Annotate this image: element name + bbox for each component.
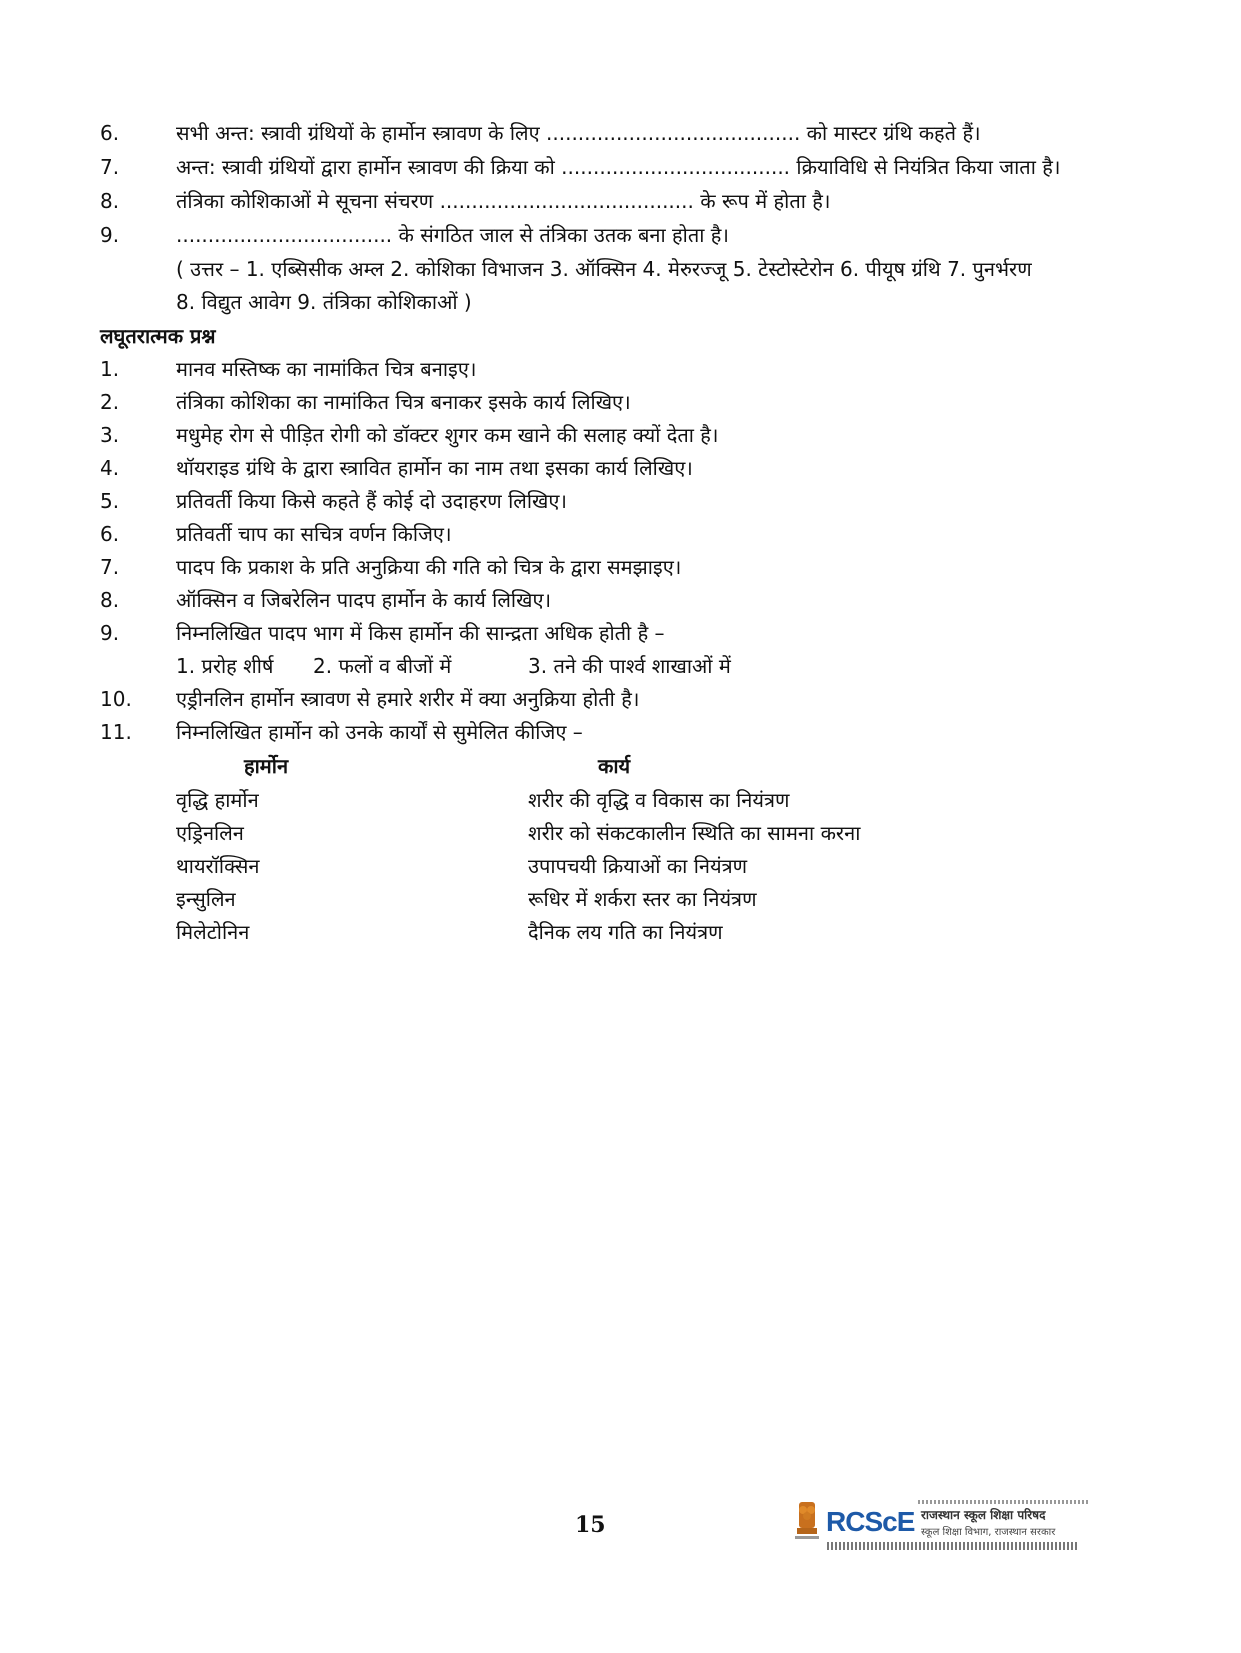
question-number: 7.	[100, 555, 120, 579]
option: 3. तने की पार्श्व शाखाओं में	[528, 654, 731, 678]
item-number: 6.	[100, 121, 120, 145]
function-cell: रूधिर में शर्करा स्तर का नियंत्रण	[528, 887, 757, 911]
question-text: मधुमेह रोग से पीड़ित रोगी को डॉक्टर शुगर कम खाने की सलाह क्यों देता है।	[176, 423, 719, 447]
question-text: ऑक्सिन व जिबरेलिन पादप हार्मोन के कार्य लिखिए।	[176, 588, 552, 612]
org-subtitle: स्कूल शिक्षा विभाग, राजस्थान सरकार	[921, 1527, 1056, 1538]
column-header-function: कार्य	[598, 754, 631, 778]
question-number: 3.	[100, 423, 120, 447]
question-number: 4.	[100, 456, 120, 480]
question-text: प्रतिवर्ती किया किसे कहते हैं कोई दो उदाहरण लिखिए।	[176, 489, 567, 513]
question-text: निम्नलिखित पादप भाग में किस हार्मोन की सान्द्रता अधिक होती है –	[176, 621, 665, 645]
item-number: 8.	[100, 189, 120, 213]
answer-line-1: ( उत्तर – 1. एब्सिसीक अम्ल 2. कोशिका विभाजन 3. ऑक्सिन 4. मेरुरज्जू 5. टेस्टोस्टेरोन 6. पीयूष ग्रंथि 7. पुनर्भरण	[176, 257, 1032, 281]
hormone-cell: एड्रिनलिन	[176, 821, 244, 845]
question-number: 6.	[100, 522, 120, 546]
item-number: 9.	[100, 223, 120, 247]
question-text: मानव मस्तिष्क का नामांकित चित्र बनाइए।	[176, 357, 477, 381]
question-number: 10.	[100, 687, 132, 711]
question-number: 1.	[100, 357, 120, 381]
hormone-cell: मिलेटोनिन	[176, 920, 250, 944]
question-number: 8.	[100, 588, 120, 612]
question-text: तंत्रिका कोशिका का नामांकित चित्र बनाकर इसके कार्य लिखिए।	[176, 390, 631, 414]
hormone-cell: वृद्धि हार्मोन	[176, 788, 259, 812]
item-text: अन्त: स्त्रावी ग्रंथियों द्वारा हार्मोन स्त्रावण की क्रिया को .................................... क्रियाविधि से नियंत्रित किया जाता है।	[176, 155, 1061, 179]
question-text: प्रतिवर्ती चाप का सचित्र वर्णन किजिए।	[176, 522, 452, 546]
answer-line-2: 8. विद्युत आवेग 9. तंत्रिका कोशिकाओं )	[176, 290, 472, 314]
question-text: एड्रीनलिन हार्मोन स्त्रावण से हमारे शरीर में क्या अनुक्रिया होती है।	[176, 687, 640, 711]
question-number: 2.	[100, 390, 120, 414]
rcsce-logo: RCScE	[826, 1506, 915, 1537]
hormone-cell: थायरॉक्सिन	[176, 854, 260, 878]
column-header-hormone: हार्मोन	[244, 754, 289, 778]
option: 1. प्ररोह शीर्ष	[176, 654, 274, 678]
question-number: 5.	[100, 489, 120, 513]
emblem-icon	[793, 1500, 821, 1548]
question-text: निम्नलिखित हार्मोन को उनके कार्यों से सुमेलित कीजिए –	[176, 720, 583, 744]
function-cell: दैनिक लय गति का नियंत्रण	[528, 920, 723, 944]
decor-bars-top	[918, 1500, 1088, 1504]
item-text: .................................. के संगठित जाल से तंत्रिका उतक बना होता है।	[176, 223, 729, 247]
question-number: 11.	[100, 720, 132, 744]
footer-logo	[793, 1500, 1093, 1550]
item-text: तंत्रिका कोशिकाओं मे सूचना संचरण ........................................ के रूप में होता है।	[176, 189, 831, 213]
section-heading: लघूतरात्मक प्रश्न	[100, 324, 216, 348]
decor-bars	[827, 1542, 1077, 1550]
function-cell: शरीर को संकटकालीन स्थिति का सामना करना	[528, 821, 861, 845]
item-text: सभी अन्त: स्त्रावी ग्रंथियों के हार्मोन स्त्रावण के लिए ........................................ को मास्टर ग्रंथि कहते हैं।	[176, 121, 981, 145]
hormone-cell: इन्सुलिन	[176, 887, 236, 911]
function-cell: शरीर की वृद्धि व विकास का नियंत्रण	[528, 788, 790, 812]
org-name: राजस्थान स्कूल शिक्षा परिषद	[921, 1508, 1046, 1522]
question-text: थॉयराइड ग्रंथि के द्वारा स्त्रावित हार्मोन का नाम तथा इसका कार्य लिखिए।	[176, 456, 693, 480]
question-number: 9.	[100, 621, 120, 645]
item-number: 7.	[100, 155, 120, 179]
question-text: पादप कि प्रकाश के प्रति अनुक्रिया की गति को चित्र के द्वारा समझाइए।	[176, 555, 682, 579]
function-cell: उपापचयी क्रियाओं का नियंत्रण	[528, 854, 748, 878]
page-number: 15	[575, 1512, 606, 1538]
option: 2. फलों व बीजों में	[313, 654, 452, 678]
